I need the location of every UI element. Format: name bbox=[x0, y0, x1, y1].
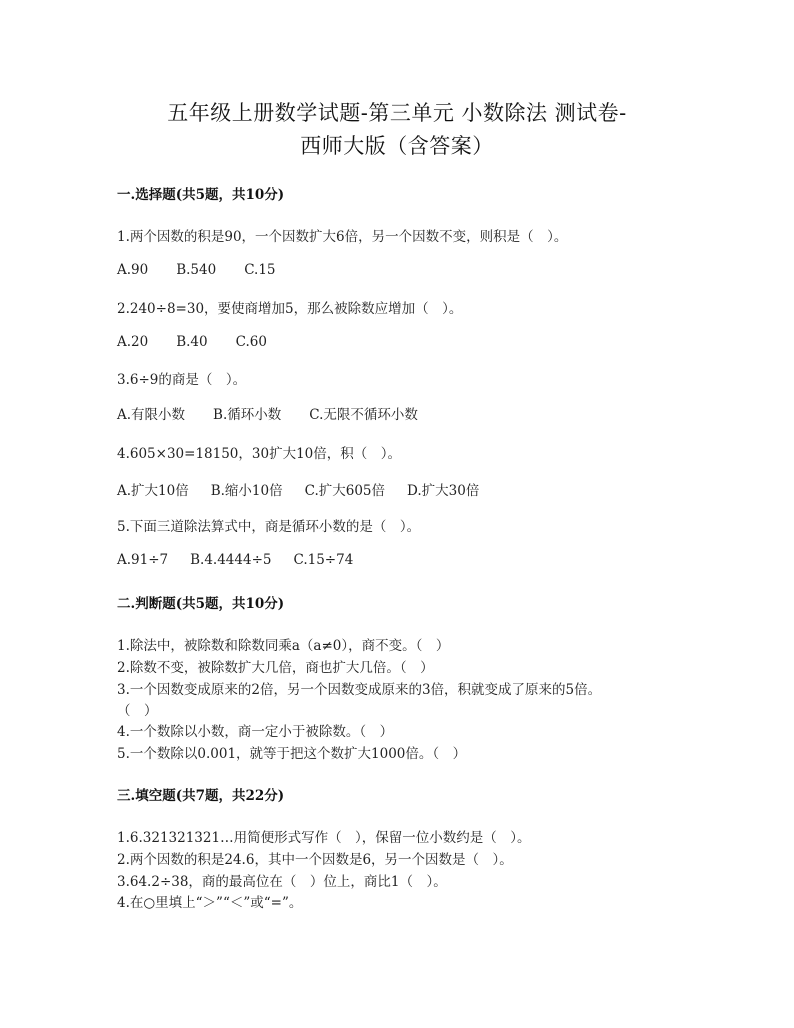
fill-item-4: 4.在○里填上“＞”“＜”或“=”。 bbox=[117, 895, 303, 911]
options-5 bbox=[117, 552, 381, 568]
document-title-line2: 西师大版（含答案） bbox=[300, 134, 494, 158]
option-4d: D.扩大30倍 bbox=[407, 483, 480, 499]
judge-item-5: 5.一个数除以0.001，就等于把这个数扩大1000倍。（ ） bbox=[117, 746, 467, 762]
judge-item-2: 2.除数不变，被除数扩大几倍，商也扩大几倍。（ ） bbox=[117, 660, 434, 676]
judge-item-1: 1.除法中，被除数和除数同乘a（a≠0），商不变。（ ） bbox=[117, 638, 450, 654]
option-1a: A.90 bbox=[117, 262, 149, 278]
judge-item-3-paren: （ ） bbox=[117, 703, 158, 719]
fill-item-1: 1.6.321321321…用简便形式写作（ ），保留一位小数约是（ ）。 bbox=[117, 830, 531, 846]
option-2a: A.20 bbox=[117, 334, 149, 350]
option-4c: C.扩大605倍 bbox=[304, 483, 386, 499]
section-heading-choice: 一.选择题(共5题，共10分) bbox=[117, 187, 285, 203]
question-4: 4.605×30=18150，30扩大10倍，积（ ）。 bbox=[117, 446, 402, 462]
fill-item-3: 3.64.2÷38，商的最高位在（ ）位上，商比1（ ）。 bbox=[117, 874, 447, 890]
judge-item-4: 4.一个数除以小数，商一定小于被除数。（ ） bbox=[117, 724, 394, 740]
option-5c: C.15÷74 bbox=[293, 552, 354, 568]
options-4 bbox=[117, 479, 507, 499]
options-3 bbox=[117, 403, 446, 423]
question-3: 3.6÷9的商是（ ）。 bbox=[117, 372, 247, 388]
option-5a: A.91÷7 bbox=[117, 552, 169, 568]
option-2b: B.40 bbox=[176, 334, 208, 350]
option-4a: A.扩大10倍 bbox=[117, 483, 189, 499]
option-3a: A.有限小数 bbox=[117, 407, 186, 423]
option-1c: C.15 bbox=[244, 262, 276, 278]
option-4b: B.缩小10倍 bbox=[210, 483, 283, 499]
document-title-line1: 五年级上册数学试题-第三单元 小数除法 测试卷- bbox=[167, 101, 627, 125]
option-1b: B.540 bbox=[176, 262, 217, 278]
section-heading-judge: 二.判断题(共5题，共10分) bbox=[117, 596, 285, 612]
question-1: 1.两个因数的积是90，一个因数扩大6倍，另一个因数不变，则积是（ ）。 bbox=[117, 229, 568, 245]
option-3b: B.循环小数 bbox=[213, 407, 282, 423]
question-2: 2.240÷8=30，要使商增加5，那么被除数应增加（ ）。 bbox=[117, 301, 463, 317]
option-3c: C.无限不循环小数 bbox=[309, 407, 418, 423]
option-2c: C.60 bbox=[235, 334, 267, 350]
fill-item-2: 2.两个因数的积是24.6，其中一个因数是6，另一个因数是（ ）。 bbox=[117, 852, 513, 868]
question-5: 5.下面三道除法算式中，商是循环小数的是（ ）。 bbox=[117, 519, 421, 535]
section-heading-fill: 三.填空题(共7题，共22分) bbox=[117, 788, 285, 804]
options-2 bbox=[117, 334, 295, 350]
options-1 bbox=[117, 262, 304, 278]
option-5b: B.4.4444÷5 bbox=[190, 552, 272, 568]
judge-item-3: 3.一个因数变成原来的2倍，另一个因数变成原来的3倍，积就变成了原来的5倍。 bbox=[117, 682, 602, 698]
